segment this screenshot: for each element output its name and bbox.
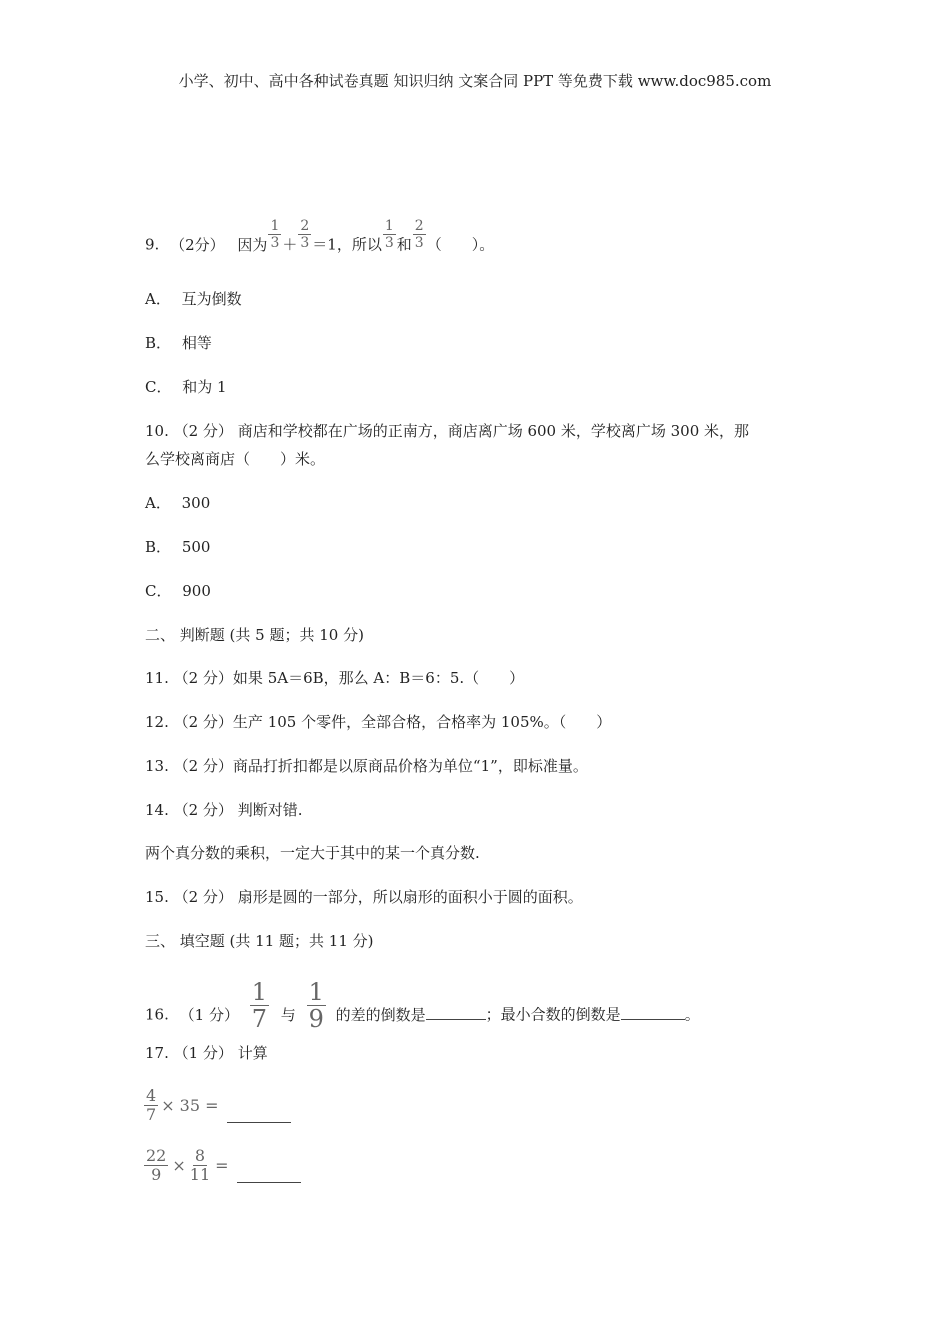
fraction-two-thirds: $\frac{2}{3}$: [414, 218, 424, 251]
option-label: A．: [145, 290, 171, 308]
q9-prefix: 因为: [237, 235, 268, 254]
fraction-four-sevenths: $\frac{4}{7}$: [146, 1086, 157, 1124]
question-17-title: 17. （1 分） 计算: [145, 1044, 268, 1062]
q16-score: （1 分）: [179, 1005, 239, 1024]
q16-text: 的差的倒数是: [335, 1005, 426, 1024]
answer-blank[interactable]: [426, 1005, 486, 1020]
equals-sign: =: [215, 1156, 229, 1175]
option-text: 和为 1: [182, 378, 227, 396]
question-13: 13. （2 分）商品打折扣都是以原商品价格为单位“1”，即标准量。: [145, 757, 588, 775]
fraction-one-seventh: $\frac{1}{7}$: [251, 978, 268, 1033]
option-text: 300: [181, 494, 211, 512]
fraction-eight-elevenths: $\frac{8}{11}$: [189, 1146, 211, 1184]
fraction-two-thirds: $\frac{2}{3}$: [300, 218, 310, 251]
answer-blank[interactable]: [227, 1108, 291, 1123]
q9-and-text: 和: [396, 235, 412, 254]
question-10-line-2: 么学校离商店（ ）米。: [145, 450, 326, 468]
answer-blank[interactable]: [237, 1168, 301, 1183]
question-10-line-1: 10. （2 分） 商店和学校都在广场的正南方，商店离广场 600 米，学校离广场 300 米，那: [145, 422, 750, 440]
fraction-twenty-two-ninths: $\frac{22}{9}$: [146, 1146, 167, 1184]
q9-score: （2分）: [170, 235, 225, 254]
q17-expr1-rest: × 35 =: [161, 1096, 219, 1115]
q9-option-b: [145, 332, 212, 354]
q16-text-2: ；最小合数的倒数是: [485, 1005, 621, 1024]
option-text: 900: [182, 582, 211, 600]
fraction-one-third: $\frac{1}{3}$: [270, 218, 280, 251]
q9-middle-text: ＝1，所以: [312, 235, 382, 254]
section-3-title: 三、 填空题 (共 11 题；共 11 分): [145, 932, 374, 950]
option-text: 互为倒数: [181, 290, 242, 308]
question-14-statement: 两个真分数的乘积，一定大于其中的某一个真分数.: [145, 844, 480, 862]
q9-number: 9.: [145, 235, 160, 254]
question-12: 12. （2 分）生产 105 个零件，全部合格，合格率为 105%。（ ）: [145, 713, 612, 731]
q16-number: 16.: [145, 1005, 169, 1024]
times-sign: ×: [172, 1156, 186, 1175]
question-11: 11. （2 分）如果 5A＝6B，那么 A：B＝6：5.（ ）: [145, 669, 525, 687]
q9-option-c: [145, 376, 227, 398]
page-header: 小学、初中、高中各种试卷真题 知识归纳 文案合同 PPT 等免费下载 www.doc985.com: [178, 72, 772, 90]
option-label: C．: [145, 582, 172, 600]
option-label: B．: [145, 334, 172, 352]
question-9: [145, 218, 495, 261]
fraction-one-ninth: $\frac{1}{9}$: [308, 978, 324, 1033]
plus-sign: ＋: [282, 235, 298, 254]
q16-with-text: 与: [280, 1005, 296, 1024]
question-15: 15. （2 分） 扇形是圆的一部分，所以扇形的面积小于圆的面积。: [145, 888, 583, 906]
q10-option-c: [145, 580, 211, 602]
question-16: [145, 978, 700, 1041]
q9-option-a: [145, 288, 242, 310]
answer-blank[interactable]: [621, 1005, 685, 1020]
option-text: 500: [181, 538, 211, 556]
option-label: C．: [145, 378, 172, 396]
section-2-title: 二、 判断题 (共 5 题；共 10 分): [145, 626, 364, 644]
q17-expression-2: [143, 1148, 301, 1183]
option-label: A．: [145, 494, 171, 512]
option-text: 相等: [181, 334, 212, 352]
fraction-one-third: $\frac{1}{3}$: [384, 218, 394, 251]
q9-answer-bracket: （ ）。: [426, 235, 495, 254]
q17-expression-1: [143, 1088, 291, 1123]
q10-option-a: [145, 492, 210, 514]
option-label: B．: [145, 538, 172, 556]
q10-option-b: [145, 536, 210, 558]
q16-end: 。: [684, 1005, 700, 1024]
question-14: 14. （2 分） 判断对错.: [145, 801, 303, 819]
